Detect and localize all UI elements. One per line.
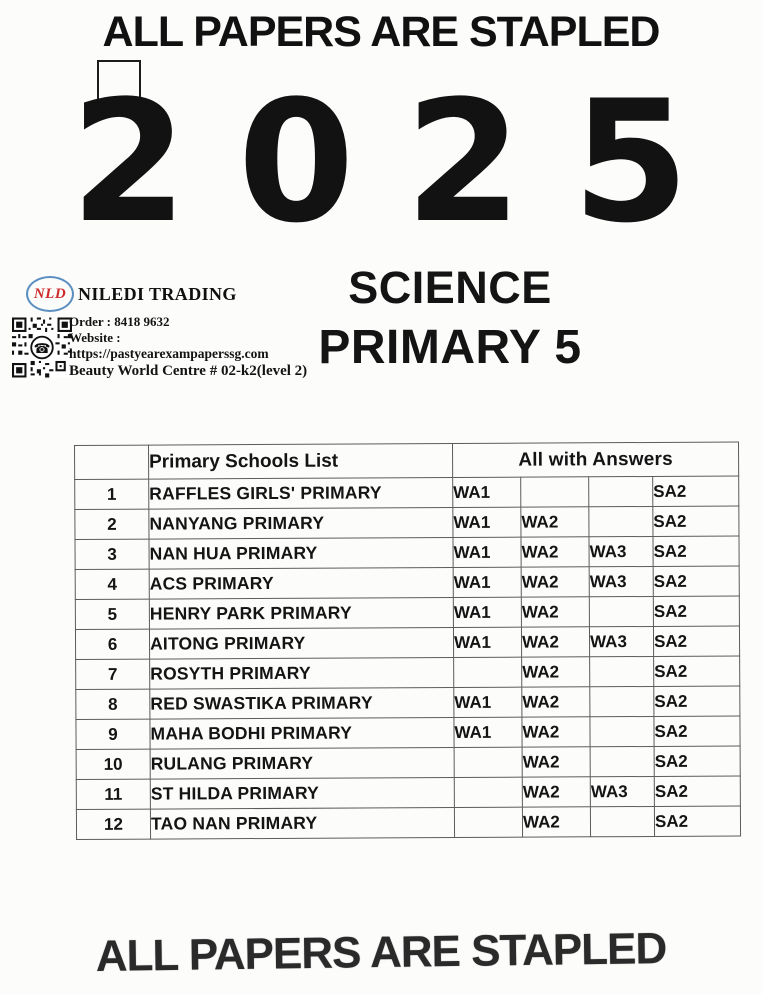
paper-wa1: WA1 (453, 507, 521, 537)
table-row (75, 506, 739, 539)
row-number: 10 (76, 749, 150, 779)
vendor-address: Beauty World Centre # 02-k2(level 2) (69, 363, 308, 379)
website-label: Website : (69, 330, 121, 345)
table-row (75, 536, 739, 569)
paper-wa2: WA2 (521, 597, 589, 627)
paper-wa1 (454, 747, 522, 777)
subject-heading: SCIENCE (348, 262, 552, 313)
table-row (76, 716, 740, 749)
paper-sa2: SA2 (654, 746, 740, 776)
school-name: MAHA BODHI PRIMARY (150, 718, 454, 750)
paper-wa1: WA1 (454, 717, 522, 747)
row-number: 8 (76, 689, 150, 719)
paper-sa2: SA2 (653, 596, 739, 626)
paper-wa1: WA1 (453, 597, 521, 627)
paper-sa2: SA2 (654, 806, 740, 836)
table-row (76, 746, 740, 779)
paper-sa2: SA2 (653, 566, 739, 596)
school-name: RAFFLES GIRLS' PRIMARY (149, 478, 453, 510)
svg-text:☎: ☎ (33, 340, 51, 356)
school-name: AITONG PRIMARY (149, 628, 453, 660)
paper-wa1: WA1 (453, 477, 521, 507)
whatsapp-phone-icon (31, 337, 53, 359)
paper-wa3 (590, 656, 654, 686)
paper-wa1 (454, 777, 522, 807)
paper-wa2: WA2 (522, 717, 590, 747)
school-name: ST HILDA PRIMARY (150, 778, 454, 810)
order-phone: Order : 8418 9632 (69, 314, 170, 329)
paper-wa1: WA1 (453, 567, 521, 597)
row-number: 7 (76, 659, 150, 689)
paper-wa3: WA3 (589, 536, 653, 566)
qr-alignment-pattern (55, 361, 65, 371)
school-name: TAO NAN PRIMARY (150, 808, 454, 840)
paper-wa3 (589, 476, 653, 506)
paper-wa3 (589, 506, 653, 536)
school-name: HENRY PARK PRIMARY (149, 598, 453, 630)
row-number: 11 (76, 779, 150, 809)
paper-wa2: WA2 (522, 777, 590, 807)
paper-sa2: SA2 (653, 626, 739, 656)
paper-wa2: WA2 (522, 687, 590, 717)
paper-wa3: WA3 (589, 566, 653, 596)
school-name: ACS PRIMARY (149, 568, 453, 600)
row-number: 12 (76, 809, 150, 839)
paper-wa2: WA2 (522, 807, 590, 837)
vendor-name: NILEDI TRADING (78, 283, 237, 304)
paper-sa2: SA2 (654, 776, 740, 806)
top-banner-text: ALL PAPERS ARE STAPLED (102, 8, 660, 56)
school-name: NANYANG PRIMARY (149, 508, 453, 540)
table-row (76, 776, 740, 809)
paper-sa2: SA2 (654, 656, 740, 686)
paper-wa3: WA3 (590, 776, 654, 806)
corner-header-cell (75, 445, 149, 479)
qr-code (12, 315, 72, 380)
row-number: 3 (75, 539, 149, 569)
school-name: ROSYTH PRIMARY (150, 658, 454, 690)
paper-sa2: SA2 (653, 536, 739, 566)
table-row (75, 626, 739, 659)
row-number: 4 (75, 569, 149, 599)
year-heading: 2025 (70, 64, 740, 260)
school-name: RULANG PRIMARY (150, 748, 454, 780)
paper-wa2: WA2 (521, 567, 589, 597)
paper-wa1 (454, 807, 522, 837)
paper-wa1: WA1 (454, 687, 522, 717)
paper-sa2: SA2 (654, 686, 740, 716)
paper-wa3 (590, 746, 654, 776)
school-list-header: Primary Schools List (149, 444, 453, 480)
website-url: https://pastyearexampaperssg.com (69, 346, 269, 361)
paper-wa2: WA2 (522, 657, 590, 687)
paper-wa1 (454, 657, 522, 687)
paper-sa2: SA2 (653, 506, 739, 536)
row-number: 2 (75, 509, 149, 539)
paper-wa2 (521, 477, 589, 507)
paper-sa2: SA2 (653, 476, 739, 506)
nld-logo-oval-icon (26, 276, 74, 312)
table-row (75, 596, 739, 629)
row-number: 6 (75, 629, 149, 659)
paper-wa1: WA1 (453, 537, 521, 567)
level-heading: PRIMARY 5 (318, 321, 582, 374)
school-name: RED SWASTIKA PRIMARY (150, 688, 454, 720)
vendor-logo-row (26, 276, 237, 312)
paper-wa3: WA3 (589, 626, 653, 656)
row-number: 5 (75, 599, 149, 629)
answers-header: All with Answers (452, 442, 738, 477)
table-header-row (75, 442, 739, 479)
paper-wa3 (589, 596, 653, 626)
paper-wa2: WA2 (521, 507, 589, 537)
schools-table (74, 442, 741, 840)
logo-abbreviation: NLD (33, 285, 67, 302)
school-name: NAN HUA PRIMARY (149, 538, 453, 570)
row-number: 9 (76, 719, 150, 749)
paper-sa2: SA2 (654, 716, 740, 746)
table-row (76, 806, 740, 839)
paper-wa3 (590, 716, 654, 746)
bottom-banner-text: ALL PAPERS ARE STAPLED (95, 924, 667, 981)
table-row (75, 476, 739, 509)
table-row (75, 566, 739, 599)
row-number: 1 (75, 479, 149, 509)
paper-wa1: WA1 (453, 627, 521, 657)
table-row (76, 686, 740, 719)
paper-wa2: WA2 (522, 747, 590, 777)
paper-wa2: WA2 (521, 627, 589, 657)
table-row (76, 656, 740, 689)
paper-wa3 (590, 806, 654, 836)
paper-wa2: WA2 (521, 537, 589, 567)
paper-wa3 (590, 686, 654, 716)
